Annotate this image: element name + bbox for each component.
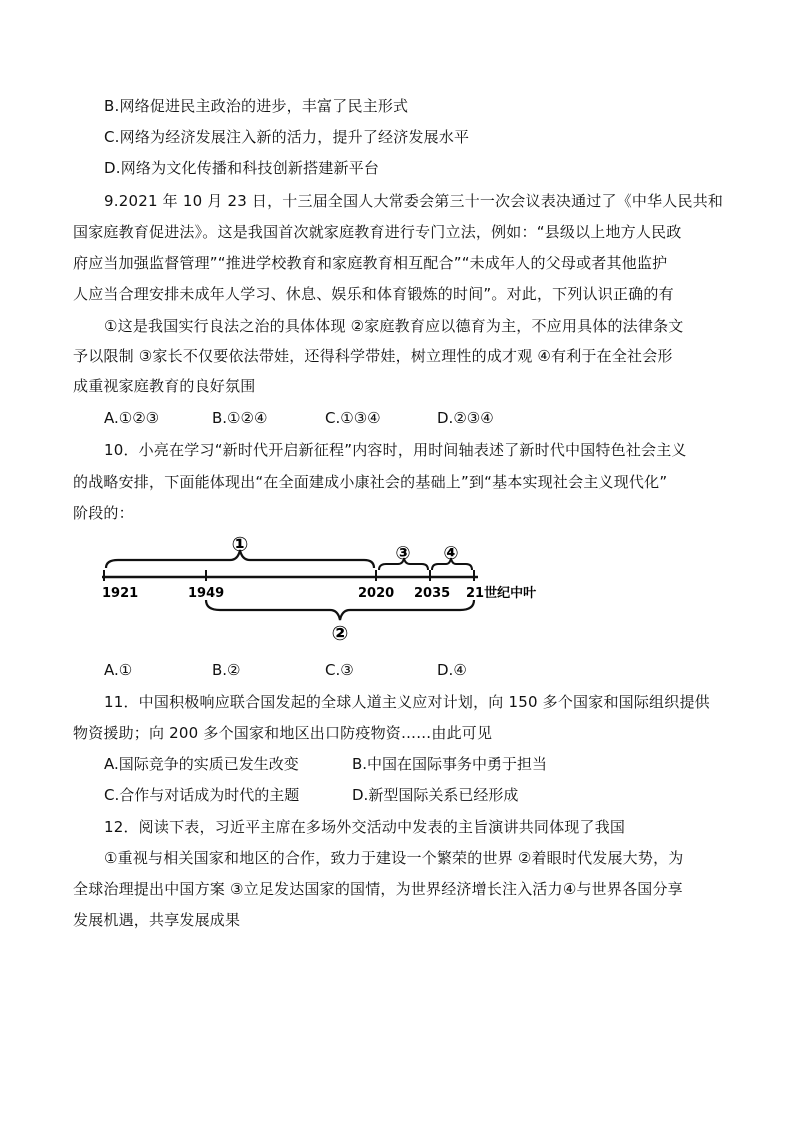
q9-option-a: A.①②③ (104, 409, 160, 427)
q11-stem-line: 物资援助；向 200 多个国家和地区出口防疫物资……由此可见 (73, 724, 493, 742)
q12-stem: 12．阅读下表，习近平主席在多场外交活动中发表的主旨演讲共同体现了我国 (104, 818, 626, 836)
q8-option-b: B.网络促进民主政治的进步，丰富了民主形式 (104, 97, 409, 115)
q12-statement-line: ①重视与相关国家和地区的合作，致力于建设一个繁荣的世界 ②着眼时代发展大势，为 (104, 849, 684, 867)
q10-option-d: D.④ (437, 661, 467, 679)
q9-option-d: D.②③④ (437, 409, 494, 427)
q9-statement-line: 成重视家庭教育的良好氛围 (73, 377, 256, 395)
q9-stem-line: 府应当加强监督管理”“推进学校教育和家庭教育相互配合”“未成年人的父母或者其他监护 (73, 254, 668, 272)
tick-label-1921: 1921 (102, 586, 139, 601)
segment-label-2: ② (331, 621, 349, 645)
tick-label-2035: 2035 (414, 586, 451, 601)
q9-stem-line: 国家庭教育促进法》。这是我国首次就家庭教育进行专门立法，例如：“县级以上地方人民政 (73, 223, 682, 241)
q9-stem-line: 9.2021 年 10 月 23 日，十三届全国人大常委会第三十一次会议表决通过了《中华人民共和 (104, 192, 724, 210)
q9-option-b: B.①②④ (212, 409, 268, 427)
q9-option-c: C.①③④ (325, 409, 381, 427)
q11-option-a: A.国际竞争的实质已发生改变 (104, 755, 299, 773)
q9-stem-line: 人应当合理安排未成年人学习、休息、娱乐和体育锻炼的时间”。对此，下列认识正确的有 (73, 285, 674, 303)
q12-statement-line: 全球治理提出中国方案 ③立足发达国家的国情，为世界经济增长注入活力④与世界各国分享 (73, 880, 683, 898)
q11-stem-line: 11．中国积极响应联合国发起的全球人道主义应对计划，向 150 多个国家和国际组织提供 (104, 693, 710, 711)
q10-stem-line: 阶段的： (73, 504, 134, 522)
segment-label-3: ③ (395, 543, 411, 564)
q10-stem-line: 10．小亮在学习“新时代开启新征程”内容时，用时间轴表述了新时代中国特色社会主义 (104, 441, 687, 459)
q8-option-c: C.网络为经济发展注入新的活力，提升了经济发展水平 (104, 128, 470, 146)
segment-label-1: ① (231, 532, 249, 556)
q11-option-c: C.合作与对话成为时代的主题 (104, 786, 300, 804)
q12-statement-line: 发展机遇，共享发展成果 (73, 911, 241, 929)
q8-option-d: D.网络为文化传播和科技创新搭建新平台 (104, 159, 380, 177)
q11-option-d: D.新型国际关系已经形成 (352, 786, 519, 804)
q10-stem-line: 的战略安排，下面能体现出“在全面建成小康社会的基础上”到“基本实现社会主义现代化” (73, 473, 668, 491)
tick-label-1949: 1949 (188, 586, 225, 601)
tick-label-mid-century: 21世纪中叶 (466, 586, 537, 601)
q10-option-a: A.① (104, 661, 133, 679)
segment-label-4: ④ (443, 543, 459, 564)
timeline-diagram (98, 528, 558, 650)
q9-statement-line: ①这是我国实行良法之治的具体体现 ②家庭教育应以德育为主，不应用具体的法律条文 (104, 317, 684, 335)
q10-option-b: B.② (212, 661, 241, 679)
q11-option-b: B.中国在国际事务中勇于担当 (352, 755, 548, 773)
q10-option-c: C.③ (325, 661, 354, 679)
q9-statement-line: 予以限制 ③家长不仅要依法带娃，还得科学带娃，树立理性的成才观 ④有利于在全社会形 (73, 347, 673, 365)
tick-label-2020: 2020 (358, 586, 395, 601)
